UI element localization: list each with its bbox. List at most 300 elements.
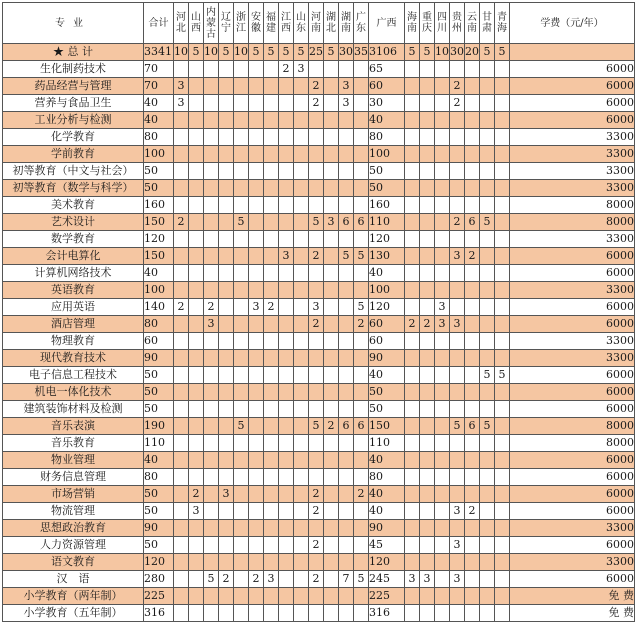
province-cell	[189, 367, 204, 384]
province-cell	[420, 486, 435, 503]
province-cell	[204, 163, 219, 180]
province-cell	[339, 61, 354, 78]
province-cell: 3	[450, 571, 465, 588]
province-cell	[495, 197, 510, 214]
province-cell	[234, 248, 249, 265]
table-row	[3, 197, 635, 214]
province-cell	[309, 231, 324, 248]
fee-cell: 8000	[510, 197, 635, 214]
total-cell: 70	[144, 61, 174, 78]
province-cell	[435, 282, 450, 299]
province-cell	[435, 333, 450, 350]
province-cell: 2	[279, 61, 294, 78]
header-guangxi: 广西	[369, 3, 405, 44]
fee-cell: 8000	[510, 418, 635, 435]
total-cell: 70	[144, 78, 174, 95]
province-cell	[420, 401, 435, 418]
total-cell: 40	[144, 265, 174, 282]
province-cell	[339, 282, 354, 299]
province-cell	[324, 180, 339, 197]
major-cell: 物流管理	[3, 503, 144, 520]
fee-cell: 3300	[510, 129, 635, 146]
province-cell	[480, 95, 495, 112]
province-cell	[279, 163, 294, 180]
province-cell	[405, 248, 420, 265]
province-cell	[465, 78, 480, 95]
province-cell	[174, 520, 189, 537]
province-cell	[264, 503, 279, 520]
province-cell	[450, 299, 465, 316]
guangxi-cell: 40	[369, 503, 405, 520]
province-cell	[309, 146, 324, 163]
province-cell	[249, 486, 264, 503]
province-cell	[204, 520, 219, 537]
header-province: 内蒙古	[204, 3, 219, 44]
province-cell	[234, 588, 249, 605]
province-cell	[324, 78, 339, 95]
province-cell	[234, 95, 249, 112]
province-cell: 3	[324, 214, 339, 231]
guangxi-cell: 50	[369, 163, 405, 180]
major-cell: 工业分析与检测	[3, 112, 144, 129]
province-cell	[189, 248, 204, 265]
province-cell	[465, 95, 480, 112]
province-cell	[465, 180, 480, 197]
guangxi-cell: 90	[369, 520, 405, 537]
province-cell	[249, 95, 264, 112]
province-cell: 20	[465, 44, 480, 61]
province-cell	[480, 503, 495, 520]
province-cell	[495, 486, 510, 503]
province-cell	[405, 469, 420, 486]
province-cell	[420, 248, 435, 265]
major-cell: 电子信息工程技术	[3, 367, 144, 384]
province-cell	[294, 316, 309, 333]
province-cell	[339, 231, 354, 248]
province-cell	[495, 537, 510, 554]
table-row	[3, 367, 635, 384]
province-cell	[294, 384, 309, 401]
province-cell	[450, 61, 465, 78]
guangxi-cell: 120	[369, 299, 405, 316]
province-cell	[219, 350, 234, 367]
province-cell	[465, 231, 480, 248]
province-cell	[309, 282, 324, 299]
province-cell	[219, 197, 234, 214]
province-cell	[249, 469, 264, 486]
province-cell	[450, 146, 465, 163]
province-cell	[324, 112, 339, 129]
province-cell	[480, 486, 495, 503]
province-cell	[189, 163, 204, 180]
province-cell	[339, 554, 354, 571]
header-province: 河北	[174, 3, 189, 44]
province-cell	[219, 605, 234, 622]
table-row	[3, 95, 635, 112]
province-cell	[249, 180, 264, 197]
province-cell: 2	[309, 248, 324, 265]
province-cell	[339, 605, 354, 622]
header-province: 山西	[189, 3, 204, 44]
province-cell	[279, 435, 294, 452]
province-cell	[450, 588, 465, 605]
province-cell	[234, 350, 249, 367]
province-cell	[480, 571, 495, 588]
province-cell	[264, 537, 279, 554]
header-province: 湖北	[324, 3, 339, 44]
province-cell	[294, 452, 309, 469]
province-cell	[405, 299, 420, 316]
province-cell: 5	[324, 44, 339, 61]
guangxi-cell: 40	[369, 486, 405, 503]
guangxi-cell: 50	[369, 384, 405, 401]
table-row	[3, 605, 635, 622]
province-cell	[480, 401, 495, 418]
province-cell	[465, 435, 480, 452]
province-cell	[204, 350, 219, 367]
fee-cell: 6000	[510, 299, 635, 316]
province-cell	[324, 61, 339, 78]
table-row	[3, 537, 635, 554]
province-cell	[324, 452, 339, 469]
province-cell	[279, 299, 294, 316]
province-cell	[405, 146, 420, 163]
province-cell	[465, 333, 480, 350]
fee-cell: 6000	[510, 452, 635, 469]
province-cell	[480, 588, 495, 605]
fee-cell: 6000	[510, 537, 635, 554]
province-cell	[465, 282, 480, 299]
province-cell	[204, 384, 219, 401]
province-cell	[495, 231, 510, 248]
province-cell: 3	[309, 299, 324, 316]
total-cell: 40	[144, 95, 174, 112]
fee-cell: 3300	[510, 282, 635, 299]
province-cell	[324, 605, 339, 622]
province-cell	[249, 197, 264, 214]
province-cell	[279, 503, 294, 520]
province-cell	[249, 435, 264, 452]
province-cell	[204, 503, 219, 520]
fee-cell: 3300	[510, 554, 635, 571]
major-cell: 物理教育	[3, 333, 144, 350]
province-cell	[249, 452, 264, 469]
total-cell: 110	[144, 435, 174, 452]
province-cell: 2	[264, 299, 279, 316]
province-cell	[354, 95, 369, 112]
province-cell	[420, 231, 435, 248]
province-cell	[339, 588, 354, 605]
province-cell	[339, 299, 354, 316]
province-cell	[339, 401, 354, 418]
province-cell	[279, 214, 294, 231]
province-cell	[480, 129, 495, 146]
province-cell	[465, 452, 480, 469]
province-cell	[480, 537, 495, 554]
province-cell	[294, 146, 309, 163]
province-cell	[189, 401, 204, 418]
province-cell	[354, 78, 369, 95]
province-cell	[234, 78, 249, 95]
province-cell: 2	[324, 418, 339, 435]
province-cell	[249, 384, 264, 401]
province-cell	[279, 554, 294, 571]
province-cell	[309, 588, 324, 605]
province-cell: 5	[495, 44, 510, 61]
province-cell	[405, 418, 420, 435]
province-cell: 5	[339, 248, 354, 265]
province-cell	[450, 180, 465, 197]
province-cell	[279, 265, 294, 282]
province-cell: 5	[234, 418, 249, 435]
province-cell	[234, 486, 249, 503]
province-cell: 2	[354, 486, 369, 503]
fee-cell: 3300	[510, 163, 635, 180]
province-cell	[234, 282, 249, 299]
province-cell	[495, 418, 510, 435]
province-cell	[465, 554, 480, 571]
province-cell	[420, 537, 435, 554]
province-cell	[339, 333, 354, 350]
province-cell	[204, 367, 219, 384]
table-row	[3, 78, 635, 95]
province-cell: 3	[339, 78, 354, 95]
header-province: 辽宁	[219, 3, 234, 44]
province-cell: 3	[435, 299, 450, 316]
province-cell	[420, 350, 435, 367]
province-cell	[204, 95, 219, 112]
table-row	[3, 554, 635, 571]
province-cell	[420, 61, 435, 78]
province-cell	[279, 537, 294, 554]
province-cell	[234, 163, 249, 180]
province-cell	[234, 520, 249, 537]
province-cell	[450, 605, 465, 622]
province-cell: 30	[450, 44, 465, 61]
province-cell	[219, 180, 234, 197]
province-cell	[480, 78, 495, 95]
province-cell	[279, 316, 294, 333]
province-cell	[309, 469, 324, 486]
province-cell	[324, 435, 339, 452]
province-cell	[435, 265, 450, 282]
fee-cell	[510, 44, 635, 61]
province-cell	[405, 112, 420, 129]
header-major: 专业	[3, 3, 144, 44]
province-cell	[189, 112, 204, 129]
province-cell: 10	[234, 44, 249, 61]
province-cell	[249, 163, 264, 180]
province-cell	[249, 537, 264, 554]
fee-cell: 6000	[510, 401, 635, 418]
province-cell	[435, 486, 450, 503]
province-cell	[189, 95, 204, 112]
province-cell	[309, 554, 324, 571]
province-cell	[309, 350, 324, 367]
major-cell: 音乐教育	[3, 435, 144, 452]
province-cell	[495, 469, 510, 486]
header-province: 湖南	[339, 3, 354, 44]
province-cell	[450, 333, 465, 350]
province-cell	[324, 537, 339, 554]
province-cell	[264, 129, 279, 146]
header-province: 山东	[294, 3, 309, 44]
province-cell	[174, 537, 189, 554]
header-province: 重庆	[420, 3, 435, 44]
province-cell	[495, 554, 510, 571]
province-cell	[324, 282, 339, 299]
province-cell	[264, 197, 279, 214]
province-cell	[405, 129, 420, 146]
table-row	[3, 571, 635, 588]
province-cell	[219, 435, 234, 452]
province-cell	[420, 418, 435, 435]
province-cell	[204, 469, 219, 486]
province-cell	[189, 146, 204, 163]
province-cell: 2	[309, 571, 324, 588]
province-cell	[420, 214, 435, 231]
province-cell	[420, 605, 435, 622]
guangxi-cell: 110	[369, 214, 405, 231]
province-cell	[354, 452, 369, 469]
province-cell	[279, 571, 294, 588]
guangxi-cell: 316	[369, 605, 405, 622]
province-cell	[495, 571, 510, 588]
province-cell	[339, 350, 354, 367]
province-cell: 5	[279, 44, 294, 61]
major-cell: 建筑装饰材料及检测	[3, 401, 144, 418]
province-cell	[264, 350, 279, 367]
province-cell	[435, 197, 450, 214]
table-row	[3, 214, 635, 231]
province-cell	[405, 231, 420, 248]
major-cell: 营养与食品卫生	[3, 95, 144, 112]
province-cell	[480, 333, 495, 350]
fee-cell: 6000	[510, 112, 635, 129]
header-province: 河南	[309, 3, 324, 44]
province-cell	[219, 554, 234, 571]
province-cell	[204, 537, 219, 554]
province-cell	[354, 146, 369, 163]
province-cell: 6	[354, 214, 369, 231]
province-cell: 3	[249, 299, 264, 316]
province-cell	[234, 452, 249, 469]
province-cell	[480, 554, 495, 571]
province-cell	[294, 367, 309, 384]
province-cell	[339, 520, 354, 537]
province-cell	[234, 333, 249, 350]
province-cell: 10	[174, 44, 189, 61]
major-cell: 酒店管理	[3, 316, 144, 333]
province-cell: 3	[450, 537, 465, 554]
province-cell	[204, 605, 219, 622]
province-cell	[480, 163, 495, 180]
province-cell	[219, 146, 234, 163]
province-cell	[234, 231, 249, 248]
province-cell	[450, 367, 465, 384]
guangxi-cell: 40	[369, 367, 405, 384]
fee-cell: 6000	[510, 486, 635, 503]
province-cell	[219, 503, 234, 520]
province-cell	[420, 163, 435, 180]
province-cell: 2	[465, 248, 480, 265]
province-cell	[264, 180, 279, 197]
total-cell: 80	[144, 469, 174, 486]
province-cell	[495, 520, 510, 537]
province-cell	[294, 333, 309, 350]
province-cell	[495, 350, 510, 367]
total-cell: 150	[144, 214, 174, 231]
province-cell	[249, 129, 264, 146]
guangxi-cell: 100	[369, 146, 405, 163]
province-cell	[294, 299, 309, 316]
major-cell: 初等教育（数学与科学）	[3, 180, 144, 197]
province-cell	[234, 316, 249, 333]
province-cell	[354, 435, 369, 452]
province-cell	[435, 214, 450, 231]
fee-cell: 6000	[510, 384, 635, 401]
province-cell	[249, 78, 264, 95]
summary-row	[3, 44, 635, 61]
province-cell	[204, 265, 219, 282]
province-cell	[405, 61, 420, 78]
province-cell: 6	[339, 418, 354, 435]
province-cell	[174, 61, 189, 78]
province-cell	[324, 503, 339, 520]
province-cell	[309, 265, 324, 282]
province-cell	[234, 435, 249, 452]
province-cell	[264, 384, 279, 401]
province-cell	[189, 588, 204, 605]
province-cell	[279, 282, 294, 299]
province-cell: 5	[420, 44, 435, 61]
province-cell	[234, 401, 249, 418]
major-cell: 美术教育	[3, 197, 144, 214]
province-cell	[495, 299, 510, 316]
province-cell	[264, 214, 279, 231]
province-cell	[264, 112, 279, 129]
total-cell: 40	[144, 452, 174, 469]
header-province: 贵州	[450, 3, 465, 44]
province-cell	[495, 384, 510, 401]
province-cell: 3	[204, 316, 219, 333]
province-cell	[294, 537, 309, 554]
province-cell	[249, 146, 264, 163]
province-cell: 3	[405, 571, 420, 588]
guangxi-cell: 245	[369, 571, 405, 588]
major-cell: 小学教育（两年制）	[3, 588, 144, 605]
province-cell	[309, 197, 324, 214]
province-cell	[264, 231, 279, 248]
province-cell	[324, 520, 339, 537]
province-cell	[435, 418, 450, 435]
province-cell	[420, 146, 435, 163]
province-cell	[204, 282, 219, 299]
province-cell	[339, 367, 354, 384]
province-cell	[234, 469, 249, 486]
province-cell	[279, 112, 294, 129]
province-cell	[324, 350, 339, 367]
total-cell: 40	[144, 112, 174, 129]
province-cell	[339, 163, 354, 180]
total-cell: 225	[144, 588, 174, 605]
total-cell: 90	[144, 520, 174, 537]
province-cell	[249, 265, 264, 282]
table-row	[3, 384, 635, 401]
major-cell: 学前教育	[3, 146, 144, 163]
province-cell	[189, 180, 204, 197]
province-cell	[309, 112, 324, 129]
